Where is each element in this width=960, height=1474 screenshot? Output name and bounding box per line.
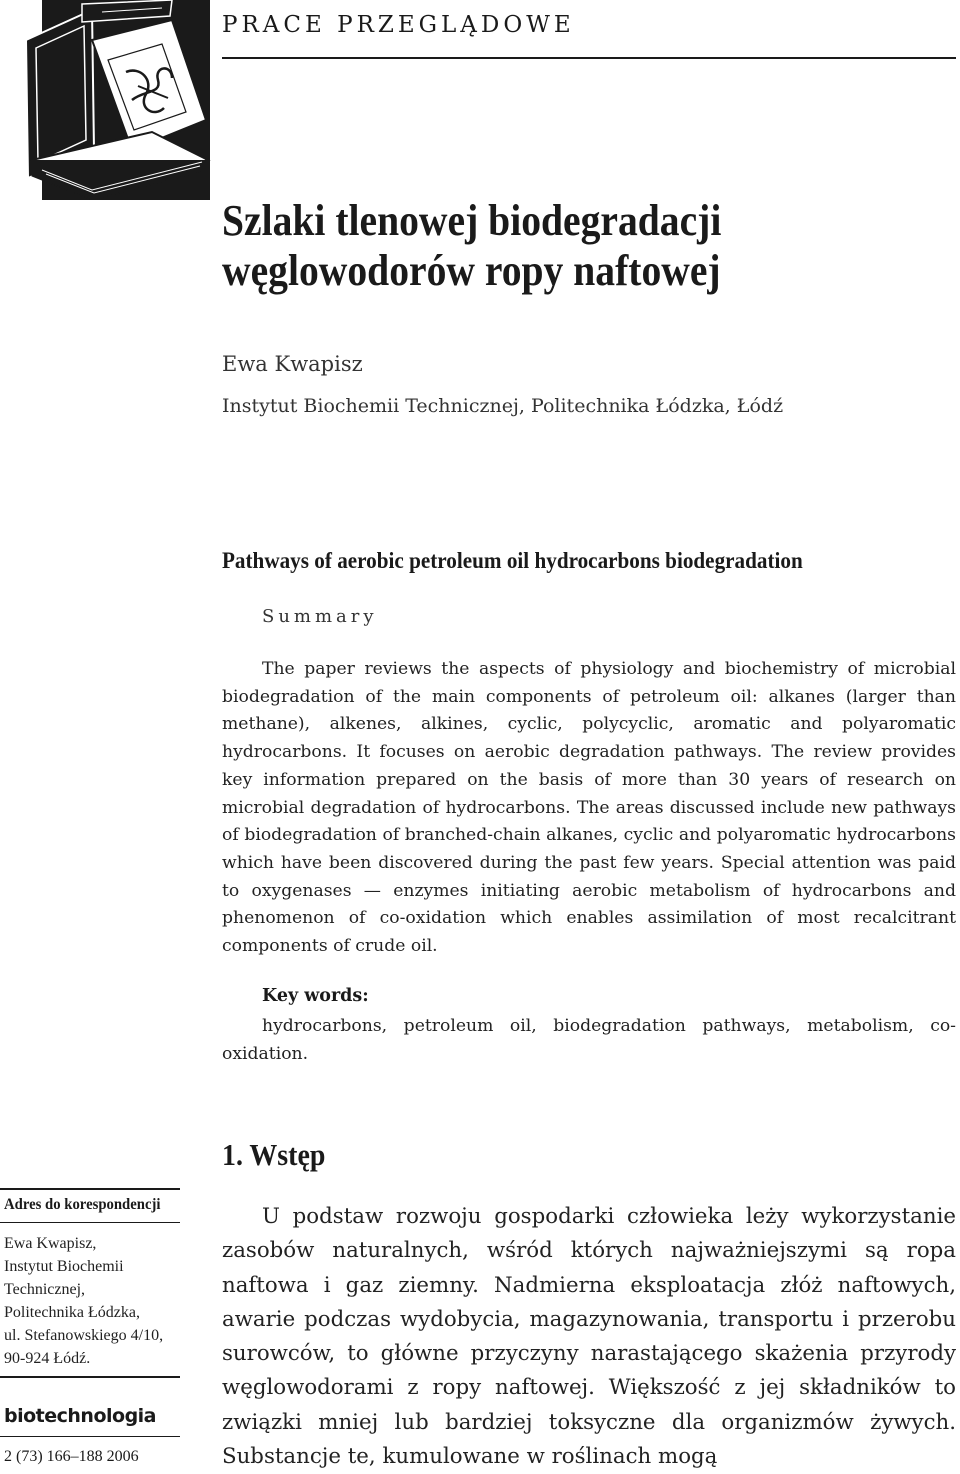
section-label: PRACE PRZEGLĄDOWE	[222, 12, 575, 38]
author-name: Ewa Kwapisz	[222, 352, 363, 376]
journal-issue: 2 (73) 166–188 2006	[4, 1448, 139, 1465]
summary-text: The paper reviews the aspects of physiology and biochemistry of microbial biodegradation of the main components of petroleum oil: alkanes (larger than methane), alkenes, alkines, cyclic, polycyclic, aromatic and polyaromatic hydrocarbons. It focuses on aerobic degradation pathways. The review provides key information prepared on the basis of more than 30 years of research on microbial degradation of hydrocarbons. The areas discussed include new pathways of biodegradation of branched-chain alkanes, cyclic and polyaromatic hydrocarbons which have been discovered during the past few years. Special attention was paid to oxygenases — enzymes initiating aerobic metabolism of hydrocarbons and phenomenon of co-oxidation which enables assimilation of most recalcitrant components of crude oil.	[222, 659, 956, 957]
summary-label: Summary	[262, 606, 378, 627]
address-line: Politechnika Łódzka,	[4, 1304, 140, 1321]
article-title-line-1: Szlaki tlenowej biodegradacji	[222, 196, 722, 245]
sidebar-rule	[0, 1436, 180, 1437]
header-rule	[222, 57, 956, 59]
correspondence-heading: Adres do korespondencji	[4, 1196, 161, 1213]
journal-logo: biotechnologia	[4, 1405, 157, 1427]
address-line: Ewa Kwapisz,	[4, 1235, 97, 1252]
address-line: Technicznej,	[4, 1281, 86, 1298]
english-title: Pathways of aerobic petroleum oil hydrocarbons biodegradation	[222, 548, 803, 573]
sidebar-rule	[0, 1376, 180, 1378]
intro-text: U podstaw rozwoju gospodarki człowieka leży wykorzystanie zasobów naturalnych, wśród których najważniejszymi są ropa naftowa i gaz ziemny. Nadmierna eksploatacja złóż naftowych, awarie podczas wydobycia, magazynowania, transportu i przerobu surowców, to główne przyczyny narastającego skażenia przyrody węglowodorami z ropy naftowej. Większość z jej składników to związki mniej lub bardziej toksyczne dla organizmów żywych. Substancje te, kumulowane w roślinach mogą	[222, 1204, 956, 1470]
article-title	[222, 196, 883, 296]
address-line: 90-924 Łódź.	[4, 1350, 91, 1367]
sidebar-rule	[0, 1222, 180, 1223]
keywords-text: hydrocarbons, petroleum oil, biodegradation pathways, metabolism, co-oxidation.	[222, 1016, 956, 1064]
correspondence-address	[4, 1232, 180, 1370]
books-illustration-icon	[22, 0, 212, 200]
sidebar-rule	[0, 1188, 180, 1190]
section-heading: 1. Wstęp	[222, 1137, 326, 1172]
author-affiliation: Instytut Biochemii Technicznej, Politechnika Łódzka, Łódź	[222, 395, 784, 417]
address-line: ul. Stefanowskiego 4/10,	[4, 1327, 164, 1344]
article-title-line-2: węglowodorów ropy naftowej	[222, 246, 721, 295]
keywords-label: Key words:	[262, 986, 369, 1006]
address-line: Instytut Biochemii	[4, 1258, 124, 1275]
